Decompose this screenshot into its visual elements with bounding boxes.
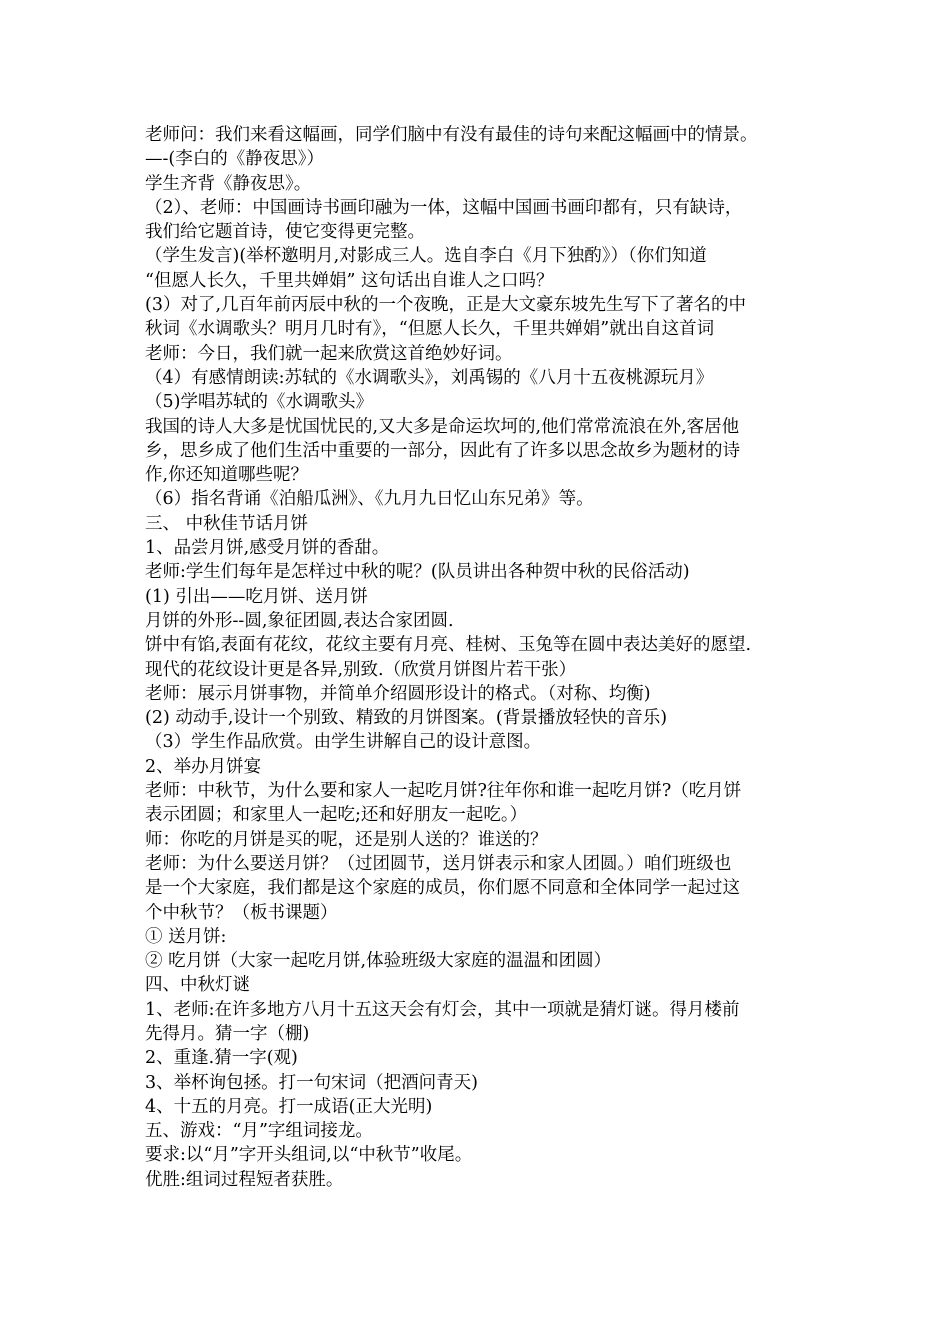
text-line: 秋词《水调歌头？明月几时有》，“但愿人长久，千里共婵娟”就出自这首词 (145, 319, 715, 340)
section-heading: 三、 中秋佳节话月饼 (145, 513, 309, 534)
text-line: (3）对了,几百年前丙辰中秋的一个夜晚，正是大文豪东坡先生写下了著名的中 (145, 295, 747, 316)
text-line: （2）、老师：中国画诗书画印融为一体，这幅中国画书画印都有，只有缺诗， (145, 197, 743, 218)
text-line: （5)学唱苏轼的《水调歌头》 (145, 392, 373, 413)
text-line: 老师：为什么要送月饼？（过团圆节，送月饼表示和家人团圆。）咱们班级也 (145, 853, 732, 874)
section-heading: 四、中秋灯谜 (145, 975, 250, 996)
text-line: —-(李白的《静夜思》） (145, 149, 324, 170)
text-line: ① 送月饼: (145, 926, 227, 947)
text-line: 老师：展示月饼事物，并简单介绍圆形设计的格式。（对称、均衡) (145, 683, 651, 704)
text-line: 2、举办月饼宴 (145, 756, 262, 777)
text-line: 我国的诗人大多是忧国忧民的,又大多是命运坎坷的,他们常常流浪在外,客居他 (145, 416, 740, 437)
text-line: 3、举杯询包拯。打一句宋词（把酒问青天) (145, 1072, 478, 1093)
text-line: 2、重逢.猜一字(观) (145, 1048, 298, 1069)
text-line: 月饼的外形--圆,象征团圆,表达合家团圆. (145, 610, 454, 631)
text-line: 要求:以“月”字开头组词,以“中秋节”收尾。 (145, 1145, 473, 1166)
document-body (145, 123, 825, 1192)
text-line: （学生发言)(举杯邀明月,对影成三人。选自李白《月下独酌》）（你们知道 (145, 246, 707, 267)
text-line: 个中秋节？（板书课题） (145, 902, 338, 923)
text-line: （3）学生作品欣赏。由学生讲解自己的设计意图。 (145, 732, 542, 753)
text-line: 作,你还知道哪些呢？ (145, 465, 309, 486)
text-line: (2) 动动手,设计一个别致、精致的月饼图案。(背景播放轻快的音乐) (145, 708, 668, 729)
text-line: 饼中有馅,表面有花纹，花纹主要有月亮、桂树、玉兔等在圆中表达美好的愿望. (145, 635, 752, 656)
text-line: “但愿人长久，千里共婵娟” 这句话出自谁人之口吗？ (145, 270, 554, 291)
text-line: 老师：今日，我们就一起来欣赏这首绝妙好词。 (145, 343, 513, 364)
text-line: （4）有感情朗读:苏轼的《水调歌头》，刘禹锡的《八月十五夜桃源玩月》 (145, 367, 714, 388)
text-line: （6）指名背诵《泊船瓜洲》、《九月九日忆山东兄弟》等。 (145, 489, 594, 510)
text-line: ② 吃月饼（大家一起吃月饼,体验班级大家庭的温温和团圆） (145, 951, 612, 972)
text-line: 老师问：我们来看这幅画，同学们脑中有没有最佳的诗句来配这幅画中的情景。 (145, 125, 758, 145)
section-heading: 五、游戏：“月”字组词接龙。 (145, 1121, 373, 1142)
text-line: 4、十五的月亮。打一成语(正大光明) (145, 1096, 433, 1117)
text-line: 我们给它题首诗，使它变得更完整。 (145, 222, 425, 243)
text-line: 乡，思乡成了他们生活中重要的一部分，因此有了许多以思念故乡为题材的诗 (145, 440, 740, 461)
text-line: 1、老师:在许多地方八月十五这天会有灯会，其中一项就是猜灯谜。得月楼前 (145, 999, 740, 1020)
text-line: 表示团圆；和家里人一起吃;还和好朋友一起吃。） (145, 805, 528, 826)
text-line: 是一个大家庭，我们都是这个家庭的成员，你们愿不同意和全体同学一起过这 (145, 878, 740, 899)
text-line: 老师:学生们每年是怎样过中秋的呢？(队员讲出各种贺中秋的民俗活动) (145, 562, 690, 583)
text-line: 学生齐背《静夜思》。 (145, 173, 312, 194)
text-line: 老师：中秋节，为什么要和家人一起吃月饼?往年你和谁一起吃月饼?（吃月饼 (145, 781, 742, 802)
text-line: 1、品尝月饼,感受月饼的香甜。 (145, 538, 390, 559)
text-line: 现代的花纹设计更是各异,别致.（欣赏月饼图片若干张） (145, 659, 577, 680)
text-line: 优胜:组词过程短者获胜。 (145, 1169, 344, 1190)
text-line: 先得月。猜一字（棚) (145, 1023, 310, 1044)
text-line: (1) 引出——吃月饼、送月饼 (145, 586, 368, 607)
text-line: 师：你吃的月饼是买的呢，还是别人送的？谁送的？ (145, 829, 548, 850)
